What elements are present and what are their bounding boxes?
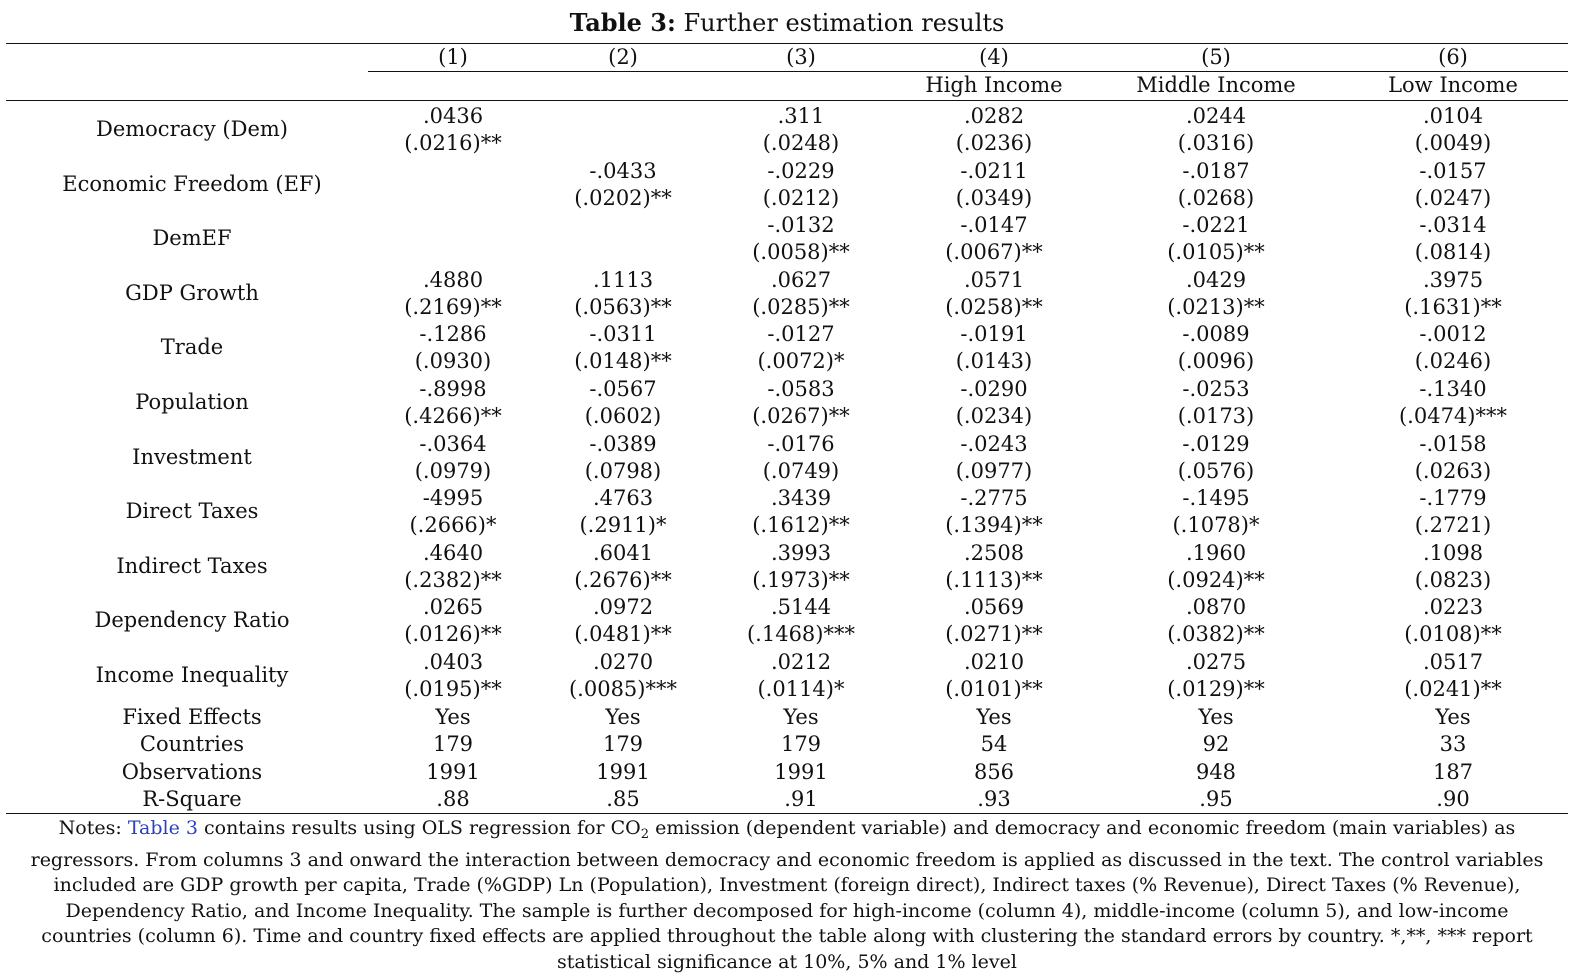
coefficient-cell: .0282 [963, 104, 1025, 128]
std-error-cell: (.0216)** [404, 131, 502, 155]
coefficient-cell: -4995 [422, 486, 484, 511]
std-error-cell: (.0814) [1414, 240, 1492, 265]
col-1-header: (1) [438, 45, 468, 69]
col-3-header: (3) [786, 45, 816, 69]
std-error-cell: (.0067)** [945, 240, 1043, 265]
summary-cell: 179 [602, 732, 644, 757]
coefficient-cell: .0436 [422, 104, 484, 128]
std-error-cell: (.0798) [584, 458, 662, 483]
notes-text-2: emission (dependent variable) and democracy and economic freedom (main variables) as regressors. From columns 3 and onward the interaction between democracy and economic freedom is applied as discussed in the text. The control variables included are GDP growth per capita, Trade (%GDP) Ln (Population), Investment (foreign direct), Indirect taxes (% Revenue), Direct Taxes (% Revenue), Dependency Ratio, and Income Inequality. The sample is further decomposed for high-income (column 4), middle-income (column 5), and low-income countries (column 6). Time and country fixed effects are applied throughout the table along with clustering the standard errors by country. *,**, *** report statistical significance at 10%, 5% and 1% level [30, 817, 1544, 973]
coefficient-cell: -.0158 [1419, 431, 1487, 456]
coefficient-cell: .3993 [770, 540, 832, 565]
std-error-cell: (.0267)** [752, 403, 850, 428]
std-error-cell: (.0563)** [574, 294, 672, 319]
std-error-cell: (.0114)* [757, 676, 845, 701]
summary-cell: .85 [606, 787, 640, 812]
summary-cell: Yes [1435, 704, 1471, 729]
summary-row [6, 786, 1568, 814]
coefficient-cell: -.2775 [960, 486, 1028, 511]
coefficient-cell: .0275 [1185, 649, 1247, 674]
std-error-cell: (.0072)* [757, 349, 845, 374]
std-error-cell: (.0202)** [574, 185, 672, 210]
table-row [6, 431, 1568, 486]
coefficient-cell: .0571 [963, 267, 1025, 292]
coefficient-cell: .1113 [592, 267, 654, 292]
summary-label: Observations [121, 759, 263, 784]
summary-cell: 54 [980, 732, 1008, 757]
std-error-cell: (.0101)** [945, 676, 1043, 701]
coefficient-cell: .4763 [592, 486, 654, 511]
coefficient-cell: -.1286 [419, 322, 487, 347]
std-error-cell: (.0930) [414, 349, 492, 374]
coefficient-cell: .0569 [963, 595, 1025, 620]
col-6-header: (6) [1438, 45, 1468, 69]
std-error-cell: (.1612)** [752, 513, 850, 538]
table-row [6, 594, 1568, 649]
std-error-cell: (.1973)** [752, 567, 850, 592]
std-error-cell: (.0105)** [1167, 240, 1265, 265]
std-error-cell: (.2666)* [409, 513, 497, 538]
coefficient-cell: .0104 [1422, 104, 1484, 128]
coefficient-cell: .0403 [422, 649, 484, 674]
coefficient-cell: -.1495 [1182, 486, 1250, 511]
summary-cell: 948 [1195, 759, 1237, 784]
std-error-cell: (.0979) [414, 458, 492, 483]
coefficient-cell: .0244 [1185, 104, 1247, 128]
coefficient-cell: -.1340 [1419, 376, 1487, 401]
coefficient-cell: .3975 [1422, 267, 1484, 292]
coefficient-cell: .0429 [1185, 267, 1247, 292]
table-row [6, 321, 1568, 376]
summary-row [6, 731, 1568, 759]
col-2-header: (2) [608, 45, 638, 69]
table-body [6, 103, 1568, 814]
notes-text-1: contains results using OLS regression for CO [197, 817, 641, 839]
coefficient-cell: -.0132 [767, 213, 835, 238]
row-label: Income Inequality [95, 662, 289, 687]
notes-prefix: Notes: [58, 817, 128, 839]
coefficient-cell: .0517 [1422, 649, 1484, 674]
std-error-cell: (.0271)** [945, 622, 1043, 647]
coefficient-cell: .1098 [1422, 540, 1484, 565]
std-error-cell: (.0236) [955, 131, 1033, 155]
coefficient-cell: -.0364 [419, 431, 487, 456]
coefficient-cell: -.0129 [1182, 431, 1250, 456]
std-error-cell: (.0129)** [1167, 676, 1265, 701]
summary-cell: .91 [784, 787, 818, 812]
coefficient-cell: .3439 [770, 486, 832, 511]
coefficient-cell: .2508 [963, 540, 1025, 565]
coefficient-cell: .4640 [422, 540, 484, 565]
std-error-cell: (.1078)* [1172, 513, 1260, 538]
coefficient-cell: -.0187 [1182, 158, 1250, 183]
coefficient-cell: -.0191 [960, 322, 1028, 347]
std-error-cell: (.0148)** [574, 349, 672, 374]
column-number-row [6, 44, 1568, 72]
notes-subscript: 2 [640, 827, 650, 842]
table-row [6, 158, 1568, 213]
summary-cell: 33 [1439, 732, 1467, 757]
std-error-cell: (.0213)** [1167, 294, 1265, 319]
std-error-cell: (.0241)** [1404, 676, 1502, 701]
coefficient-cell: .0627 [770, 267, 832, 292]
std-error-cell: (.0248) [762, 131, 840, 155]
std-error-cell: (.2721) [1414, 513, 1492, 538]
bottom-rule [6, 813, 1568, 814]
std-error-cell: (.0085)*** [568, 676, 677, 701]
summary-label: Countries [139, 732, 245, 757]
summary-cell: 1991 [596, 759, 650, 784]
coefficient-cell: -.0314 [1419, 213, 1487, 238]
std-error-cell: (.0173) [1177, 403, 1255, 428]
coefficient-cell: .0972 [592, 595, 654, 620]
std-error-cell: (.0143) [955, 349, 1033, 374]
coefficient-cell: .4880 [422, 267, 484, 292]
coefficient-cell: .0270 [592, 649, 654, 674]
std-error-cell: (.0126)** [404, 622, 502, 647]
coefficient-cell: -.0012 [1419, 322, 1487, 347]
std-error-cell: (.4266)** [404, 403, 502, 428]
summary-label: R-Square [142, 787, 242, 812]
coefficient-cell: -.0221 [1182, 213, 1250, 238]
summary-row [6, 759, 1568, 787]
row-label: GDP Growth [125, 280, 259, 305]
row-label: Investment [132, 444, 252, 469]
summary-cell: Yes [783, 704, 819, 729]
coefficient-cell: .6041 [592, 540, 654, 565]
summary-label: Fixed Effects [122, 704, 262, 729]
std-error-cell: (.0382)** [1167, 622, 1265, 647]
std-error-cell: (.0602) [584, 403, 662, 428]
coefficient-cell: -.0157 [1419, 158, 1487, 183]
coefficient-cell: .5144 [770, 595, 832, 620]
std-error-cell: (.0977) [955, 458, 1033, 483]
table-header [6, 44, 1568, 100]
summary-cell: .95 [1199, 787, 1233, 812]
coefficient-cell: .0265 [422, 595, 484, 620]
std-error-cell: (.0349) [955, 185, 1033, 210]
row-label: Democracy (Dem) [95, 117, 288, 141]
summary-cell: 179 [780, 732, 822, 757]
summary-cell: Yes [976, 704, 1012, 729]
row-label: Indirect Taxes [116, 553, 268, 578]
std-error-cell: (.0823) [1414, 567, 1492, 592]
std-error-cell: (.0246) [1414, 349, 1492, 374]
table-row [6, 267, 1568, 322]
coefficient-cell: -.0567 [589, 376, 657, 401]
table-3-link[interactable]: Table 3 [127, 817, 198, 839]
summary-row [6, 704, 1568, 732]
std-error-cell: (.2169)** [404, 294, 502, 319]
table-row [6, 540, 1568, 595]
row-label: Economic Freedom (EF) [62, 171, 322, 196]
std-error-cell: (.0108)** [1404, 622, 1502, 647]
std-error-cell: (.1394)** [945, 513, 1043, 538]
row-label: Trade [160, 335, 224, 360]
std-error-cell: (.0096) [1177, 349, 1255, 374]
table-row [6, 103, 1568, 158]
header-bottom-rule [6, 100, 1568, 101]
coefficient-cell: -.0147 [960, 213, 1028, 238]
coefficient-cell: .0212 [770, 649, 832, 674]
coefficient-cell: -.0211 [960, 158, 1028, 183]
row-label: Direct Taxes [125, 499, 259, 524]
std-error-cell: (.0247) [1414, 185, 1492, 210]
std-error-cell: (.0924)** [1167, 567, 1265, 592]
coefficient-cell: -.0176 [767, 431, 835, 456]
summary-cell: 187 [1432, 759, 1474, 784]
coefficient-cell: -.0583 [767, 376, 835, 401]
caption-title: Further estimation results [675, 9, 1005, 37]
col-4-header: (4) [979, 45, 1009, 69]
col-5-header: (5) [1201, 45, 1231, 69]
summary-cell: 1991 [774, 759, 828, 784]
table-row [6, 212, 1568, 267]
std-error-cell: (.0258)** [945, 294, 1043, 319]
coefficient-cell: .0223 [1422, 595, 1484, 620]
header-mid-rule [368, 71, 1568, 72]
row-label: Population [135, 389, 249, 414]
table-row [6, 485, 1568, 540]
coefficient-cell: -.0229 [767, 158, 835, 183]
coefficient-cell: -.0433 [589, 158, 657, 183]
std-error-cell: (.0316) [1177, 131, 1255, 155]
summary-cell: Yes [435, 704, 471, 729]
row-label: DemEF [152, 226, 232, 251]
coefficient-cell: .311 [777, 104, 825, 128]
summary-cell: 92 [1202, 732, 1230, 757]
std-error-cell: (.0481)** [574, 622, 672, 647]
col-4-group: High Income [925, 73, 1063, 97]
std-error-cell: (.0263) [1414, 458, 1492, 483]
coefficient-cell: -.0290 [960, 376, 1028, 401]
summary-cell: .93 [977, 787, 1011, 812]
coefficient-cell: -.0127 [767, 322, 835, 347]
coefficient-cell: -.0389 [589, 431, 657, 456]
coefficient-cell: -.0253 [1182, 376, 1250, 401]
std-error-cell: (.2382)** [404, 567, 502, 592]
std-error-cell: (.0749) [762, 458, 840, 483]
table-row [6, 376, 1568, 431]
std-error-cell: (.1631)** [1404, 294, 1502, 319]
table-notes [18, 816, 1556, 975]
table-caption [0, 8, 1574, 38]
std-error-cell: (.2676)** [574, 567, 672, 592]
col-5-group: Middle Income [1136, 73, 1296, 97]
coefficient-cell: -.0089 [1182, 322, 1250, 347]
summary-cell: Yes [1198, 704, 1234, 729]
summary-cell: .90 [1436, 787, 1470, 812]
summary-cell: .88 [436, 787, 470, 812]
coefficient-cell: -.0311 [589, 322, 657, 347]
column-group-row [6, 72, 1568, 100]
coefficient-cell: .0210 [963, 649, 1025, 674]
std-error-cell: (.0195)** [404, 676, 502, 701]
summary-cell: 1991 [426, 759, 480, 784]
summary-cell: Yes [605, 704, 641, 729]
summary-cell: 856 [973, 759, 1015, 784]
coefficient-cell: -.1779 [1419, 486, 1487, 511]
std-error-cell: (.0049) [1414, 131, 1492, 155]
col-6-group: Low Income [1388, 73, 1518, 97]
coefficient-cell: -.0243 [960, 431, 1028, 456]
caption-label: Table 3: [569, 8, 676, 37]
std-error-cell: (.0576) [1177, 458, 1255, 483]
summary-cell: 179 [432, 732, 474, 757]
std-error-cell: (.0234) [955, 403, 1033, 428]
std-error-cell: (.0285)** [752, 294, 850, 319]
coefficient-cell: -.8998 [419, 376, 487, 401]
std-error-cell: (.2911)* [579, 513, 667, 538]
coefficient-cell: .1960 [1185, 540, 1247, 565]
std-error-cell: (.0268) [1177, 185, 1255, 210]
table-row [6, 649, 1568, 704]
coefficient-cell: .0870 [1185, 595, 1247, 620]
std-error-cell: (.0212) [762, 185, 840, 210]
std-error-cell: (.1113)** [945, 567, 1043, 592]
row-label: Dependency Ratio [94, 608, 290, 633]
std-error-cell: (.0474)*** [1398, 403, 1507, 428]
std-error-cell: (.0058)** [752, 240, 850, 265]
std-error-cell: (.1468)*** [746, 622, 855, 647]
